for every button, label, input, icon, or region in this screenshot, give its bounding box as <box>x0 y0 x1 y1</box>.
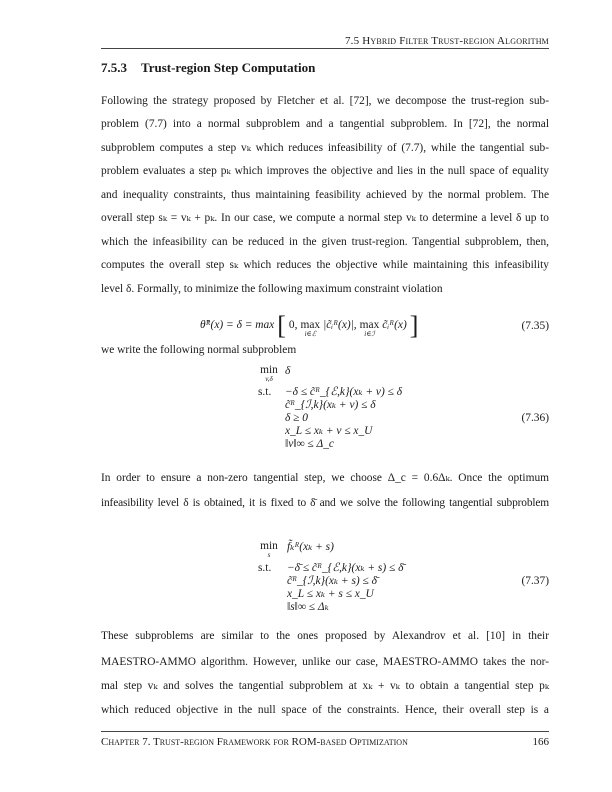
text-line: which reduced objective in the null space of the constraints. Hence, their overall step is a <box>101 704 549 716</box>
right-bracket: ] <box>409 311 419 340</box>
text-line: we write the following normal subproblem <box>101 344 297 356</box>
footer-chapter: Chapter 7. Trust-region Framework for ROM-based Optimization <box>101 736 408 748</box>
constraint: −δ̄ ≤ c̃ᴿ_{ℰ,k}(xₖ + s) ≤ δ̄ <box>287 562 404 574</box>
page-number: 166 <box>532 736 549 748</box>
text-line: problem (7.7) into a normal subproblem and a tangential subproblem. In [72], the normal <box>101 118 549 130</box>
text-line: and inequality constraints, thus maintaining feasibility achieved by the normal problem. The <box>101 189 549 201</box>
constraint: ‖v‖∞ ≤ Δ_c <box>285 438 334 450</box>
section-heading <box>101 60 315 76</box>
min-subscript: s <box>267 551 271 559</box>
subject-to-label: s.t. <box>258 386 272 398</box>
objective: f̃ₖᴿ(xₖ + s) <box>287 541 334 553</box>
text-line: Following the strategy proposed by Fletcher et al. [72], we decompose the trust-region sub- <box>101 95 549 107</box>
text-line: which the infeasibility can be reduced in the given trust-region. Tangential subproblem, then, <box>101 236 549 248</box>
equation-7-35 <box>200 313 418 339</box>
constraint: −δ ≤ c̃ᴿ_{ℰ,k}(xₖ + v) ≤ δ <box>285 386 403 398</box>
min-operator <box>258 541 280 559</box>
text-line: level δ. Formally, to minimize the following maximum constraint violation <box>101 283 443 295</box>
objective: δ <box>285 365 291 377</box>
min-label: min <box>260 540 278 552</box>
running-header: 7.5 Hybrid Filter Trust-region Algorithm <box>344 35 549 47</box>
text-line: These subproblems are similar to the ones proposed by Alexandrov et al. [10] in their <box>101 630 549 642</box>
left-bracket: [ <box>277 311 286 340</box>
constraint: ‖s‖∞ ≤ Δₖ <box>287 601 329 613</box>
min-operator <box>258 365 280 383</box>
page-footer <box>101 736 549 748</box>
max-subscript: i∈ℐ <box>364 330 375 338</box>
eq-lhs: θ̃ᴿ(x) = δ = max <box>200 319 275 331</box>
text-line: subproblem computes a step vₖ which reduces infeasibility of (7.7), while the tangential sub- <box>101 142 549 154</box>
max-subscript: i∈ℰ <box>304 330 316 338</box>
text-line: mal step vₖ and solves the tangential subproblem at xₖ + vₖ to obtain a tangential step pₖ <box>101 680 549 692</box>
header-rule <box>101 48 549 49</box>
eq-term: |c̃ᵢᴿ(x)|, <box>323 319 357 331</box>
section-title: Trust-region Step Computation <box>141 60 316 75</box>
section-number: 7.5.3 <box>101 60 127 75</box>
equation-number: (7.36) <box>521 412 549 424</box>
text-line: infeasibility level δ is obtained, it is fixed to δ̄ and we solve the following tangential subproblem <box>101 497 549 509</box>
constraint: x_L ≤ xₖ + v ≤ x_U <box>285 425 373 437</box>
min-subscript: v,δ <box>265 375 273 383</box>
max-label: max <box>300 319 321 331</box>
text-line: MAESTRO-AMMO algorithm. However, unlike our case, MAESTRO-AMMO takes the nor- <box>101 656 549 668</box>
constraint: c̃ᴿ_{ℐ,k}(xₖ + s) ≤ δ̄ <box>287 575 377 587</box>
subject-to-label: s.t. <box>258 562 272 574</box>
text-line: problem evaluates a step pₖ which improves the objective and lies in the null space of equality <box>101 165 549 177</box>
equation-number: (7.35) <box>521 320 549 332</box>
max-operator <box>300 313 320 338</box>
text-line: computes the overall step sₖ which reduces the objective while maintaining this infeasibility <box>101 259 549 271</box>
text-line: overall step sₖ = vₖ + pₖ. In our case, we compute a normal step vₖ to determine a level δ up to <box>101 212 549 224</box>
text-line: In order to ensure a non-zero tangential step, we choose Δ_c = 0.6Δₖ. Once the optimum <box>101 472 549 484</box>
max-operator <box>360 313 380 338</box>
equation-number: (7.37) <box>521 575 549 587</box>
max-label: max <box>359 319 380 331</box>
eq-term: c̃ᵢᴿ(x) <box>382 319 407 331</box>
constraint: δ ≥ 0 <box>285 412 308 424</box>
constraint: x_L ≤ xₖ + s ≤ x_U <box>287 588 374 600</box>
eq-term: 0, <box>288 319 298 331</box>
constraint: c̃ᴿ_{ℐ,k}(xₖ + v) ≤ δ <box>285 399 376 411</box>
min-label: min <box>260 364 278 376</box>
footer-rule <box>101 731 549 732</box>
